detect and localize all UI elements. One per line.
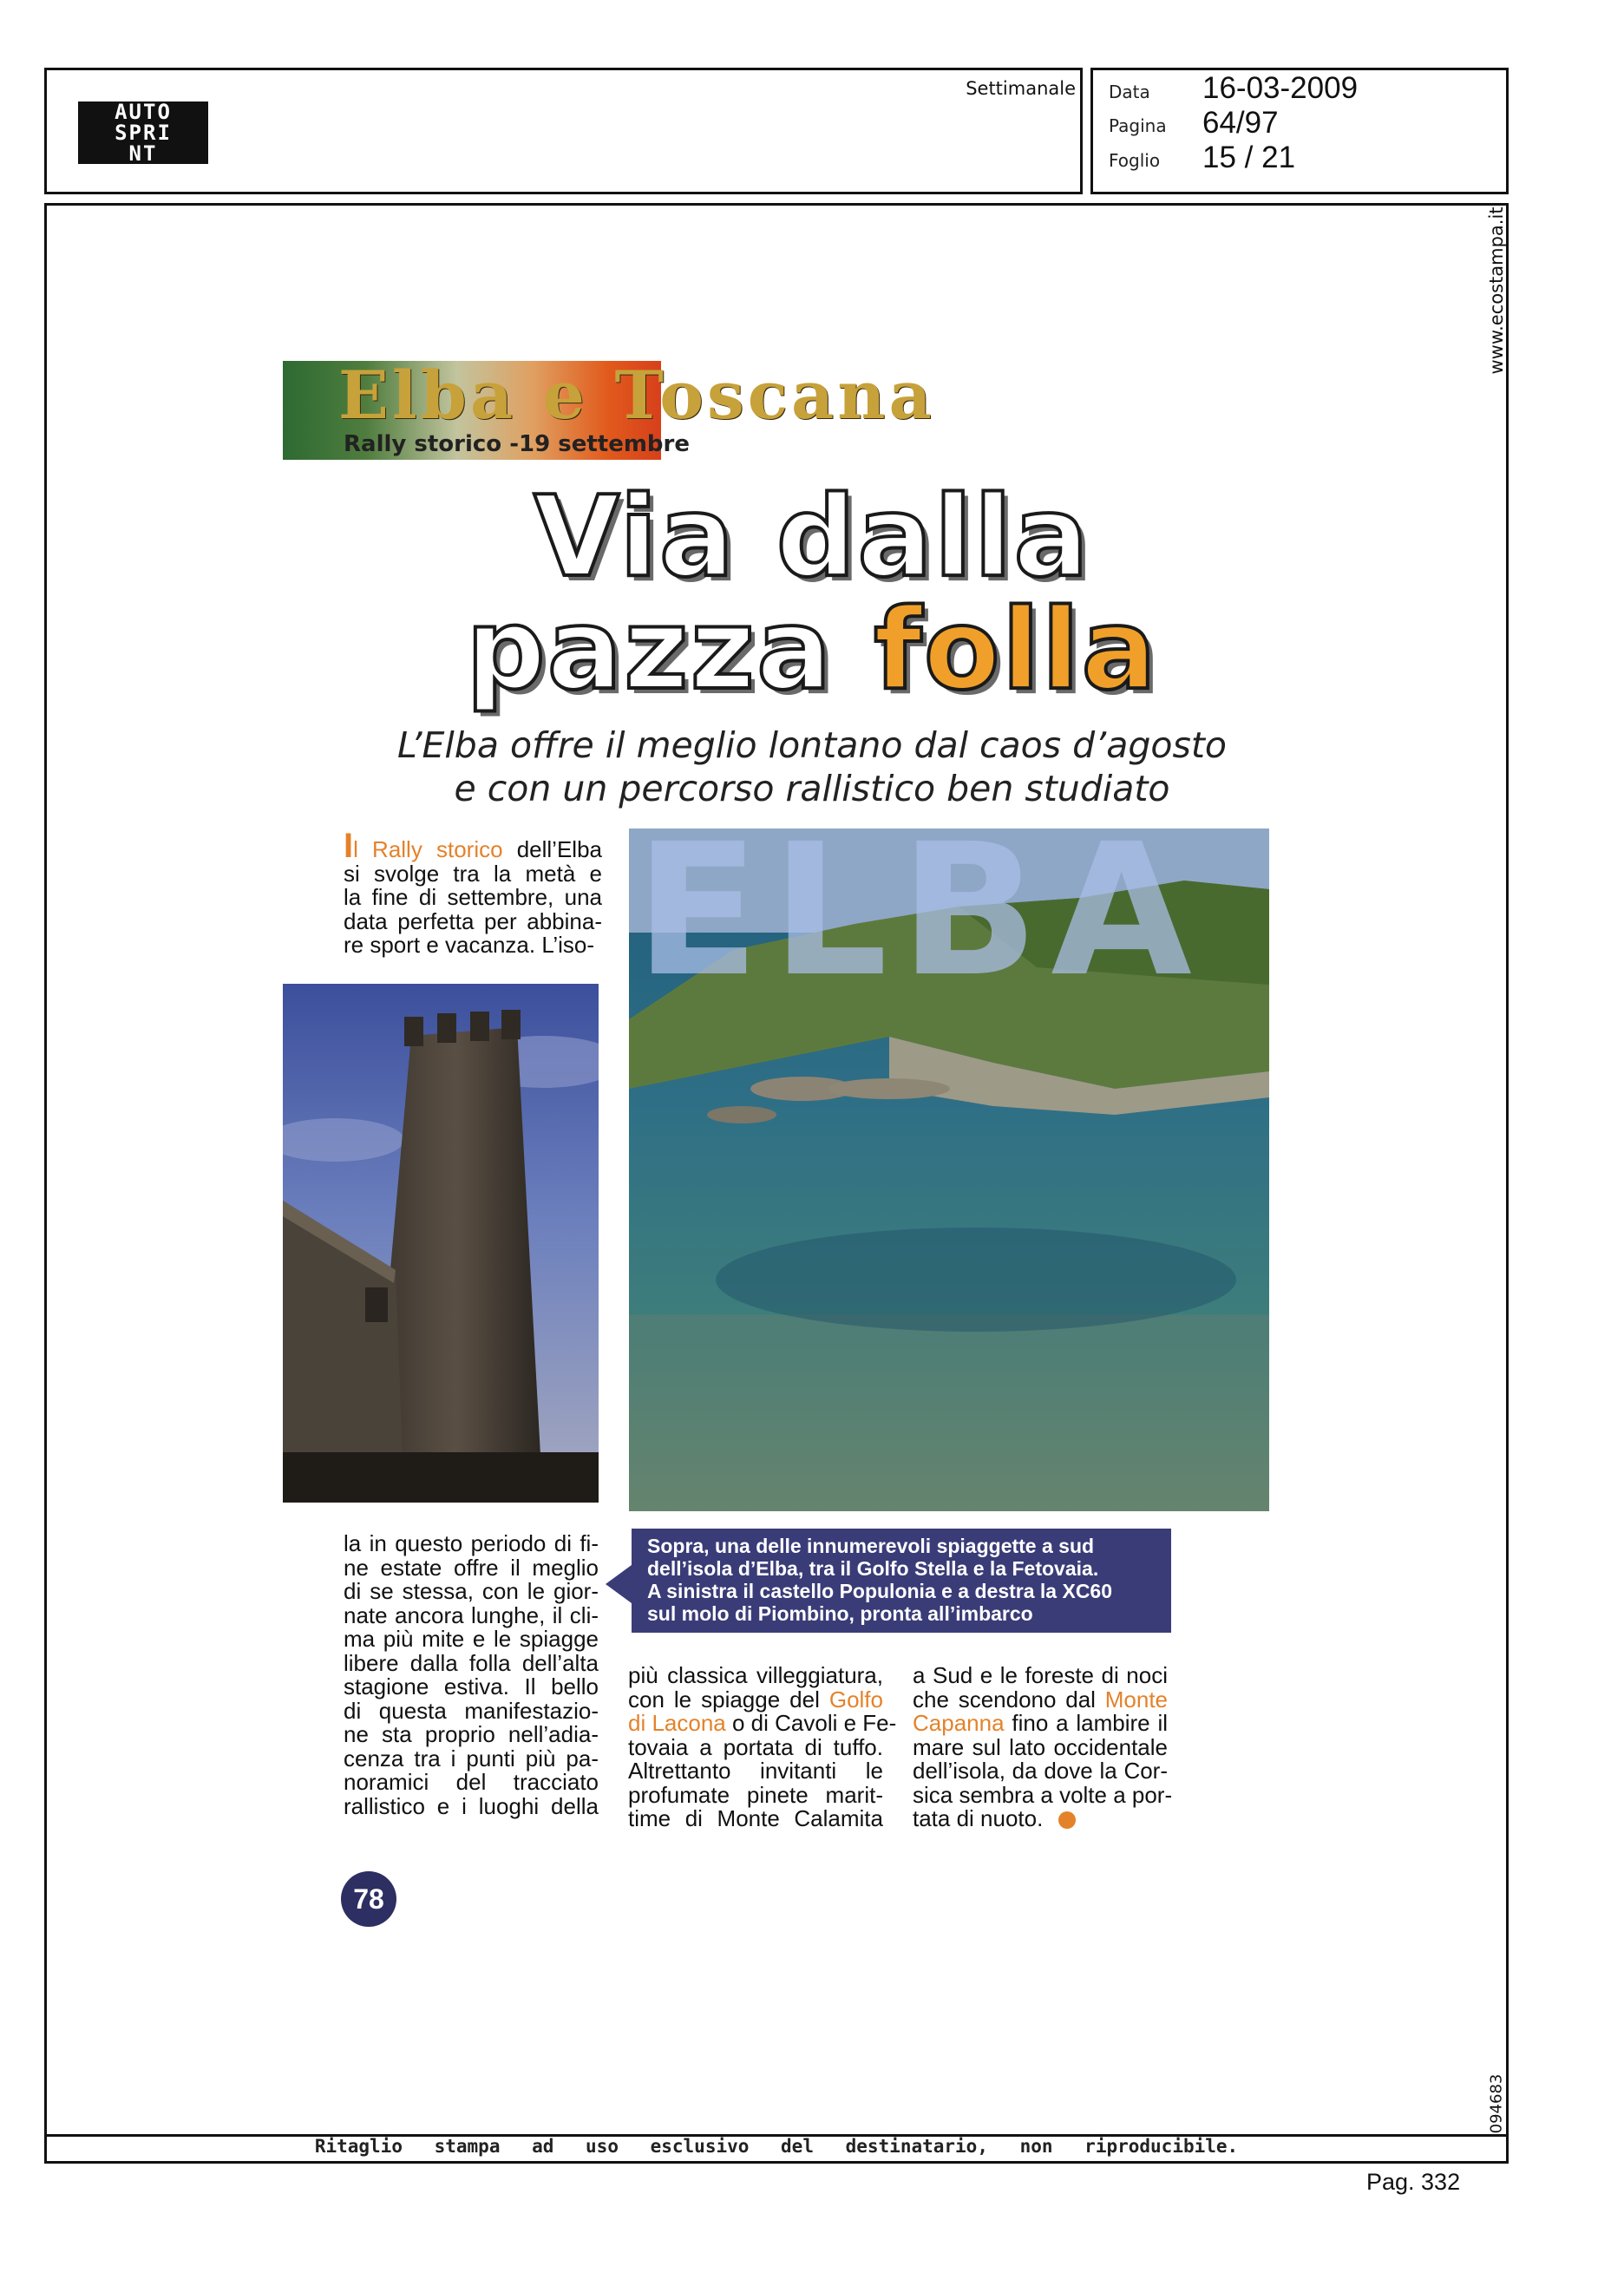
subtitle-line-2: e con un percorso rallistico ben studiato <box>454 768 1170 809</box>
caption-line: A sinistra il castello Populonia e a destra la XC60 <box>647 1580 1113 1602</box>
caption-line: Sopra, una delle innumerevoli spiaggette a sud <box>647 1535 1095 1557</box>
article-line: tovaia a portata di tuffo. <box>628 1733 883 1760</box>
caption-line: sul molo di Piombino, pronta all’imbarco <box>647 1602 1033 1625</box>
article-line: rallistico e i luoghi della <box>344 1792 599 1819</box>
article-line <box>344 827 602 865</box>
article-line: ne estate offre il meglio <box>344 1554 599 1581</box>
page-indicator: Pag. 332 <box>1366 2169 1461 2195</box>
castle-tower-illustration <box>283 984 599 1503</box>
photo-caption <box>632 1529 1171 1633</box>
meta-label-pagina: Pagina <box>1109 115 1167 136</box>
meta-label-foglio: Foglio <box>1109 150 1161 171</box>
article-column-1-bottom <box>344 1532 599 1818</box>
article-line <box>913 1712 1168 1736</box>
article-text: che scendono dal <box>913 1686 1105 1713</box>
article-line: a Sud e le foreste di noci <box>913 1662 1168 1688</box>
article-line: noramici del tracciato <box>344 1769 599 1795</box>
article-line: data perfetta per abbina- <box>344 907 602 934</box>
logo-line-3: NT <box>128 141 158 166</box>
banner-title: Elba e Toscana <box>338 357 935 434</box>
article-text: fino a lambire il <box>1004 1710 1168 1736</box>
article-line <box>628 1688 883 1713</box>
article-line <box>913 1688 1168 1713</box>
article-line: di se stessa, con le gior- <box>344 1578 599 1604</box>
end-of-article-dot-icon <box>1058 1811 1076 1829</box>
article-line: si svolge tra la metà e <box>344 860 602 887</box>
article-line: ne sta proprio nell’adia- <box>344 1721 599 1747</box>
lacona-highlight: di Lacona <box>628 1710 726 1736</box>
rally-storico-highlight: l Rally storico <box>353 836 503 862</box>
caption-pointer-icon <box>606 1565 632 1603</box>
logo-line-2: SPRI <box>115 121 172 145</box>
meta-value-data: 16-03-2009 <box>1202 71 1359 105</box>
autosprint-logo <box>78 102 208 164</box>
article-line: stagione estiva. Il bello <box>344 1673 599 1699</box>
footer-notice: Ritaglio stampa ad uso esclusivo del destinatario, non riproducibile. <box>314 2136 1239 2157</box>
article-line: profumate pinete marit- <box>628 1781 883 1808</box>
headline-word-folla: folla <box>874 586 1158 715</box>
meta-value-pagina: 64/97 <box>1202 106 1279 140</box>
website-label: www.ecostampa.it <box>1486 206 1507 375</box>
monte-highlight: Monte <box>1104 1686 1168 1713</box>
frequency-label: Settimanale <box>966 78 1076 99</box>
article-line: Altrettanto invitanti le <box>628 1758 883 1784</box>
article-line: nate ancora lunghe, il cli- <box>344 1601 599 1628</box>
clipping-code: 094683 <box>1487 2073 1506 2134</box>
subtitle-line-1: L’Elba offre il meglio lontano dal caos d’agosto <box>397 724 1227 766</box>
golfo-highlight: Golfo <box>828 1686 883 1713</box>
article-text: con le spiagge del <box>628 1686 829 1713</box>
article-line: re sport e vacanza. L’iso- <box>344 932 595 958</box>
article-line: dell’isola, da dove la Cor- <box>913 1758 1168 1784</box>
magazine-page-number: 78 <box>341 1871 396 1927</box>
headline-line-1: Via dalla <box>534 473 1090 602</box>
article-line: cenza tra i punti più pa- <box>344 1745 599 1771</box>
article-column-1-top <box>344 827 602 958</box>
capanna-highlight: Capanna <box>913 1710 1005 1736</box>
drop-cap: I <box>344 827 354 865</box>
article-line: più classica villeggiatura, <box>628 1662 883 1688</box>
article-line: ma più mite e le spiagge <box>344 1626 599 1652</box>
article-line: mare sul lato occidentale <box>913 1733 1168 1760</box>
photo-overlay-word: ELBA <box>635 804 1204 1017</box>
article-line: sica sembra a volte a por- <box>913 1781 1173 1808</box>
caption-line: dell’isola d’Elba, tra il Golfo Stella e la Fetovaia. <box>647 1557 1099 1580</box>
article-line: la in questo periodo di fi- <box>344 1530 599 1556</box>
meta-value-foglio: 15 / 21 <box>1202 141 1296 174</box>
article-line <box>628 1710 897 1736</box>
article-text: tata di nuoto. <box>913 1805 1044 1831</box>
headline-word-pazza: pazza <box>466 586 834 715</box>
article-column-3 <box>913 1662 1173 1831</box>
article-text: o di Cavoli e Fe- <box>725 1710 897 1736</box>
article-line: time di Monte Calamita <box>628 1805 883 1831</box>
meta-label-data: Data <box>1109 82 1150 102</box>
article-column-2 <box>628 1662 897 1831</box>
article-line: di questa manifestazio- <box>344 1697 599 1724</box>
article-line: libere dalla folla dell’alta <box>344 1649 599 1676</box>
banner-subtitle: Rally storico -19 settembre <box>344 431 691 457</box>
article-text: dell’Elba <box>502 836 602 862</box>
article-line: la fine di settembre, una <box>344 884 602 910</box>
article-line <box>913 1807 1168 1831</box>
headline-line-2 <box>0 586 1624 715</box>
castle-tower-photo <box>283 984 599 1503</box>
logo-line-1: AUTO <box>115 100 172 124</box>
